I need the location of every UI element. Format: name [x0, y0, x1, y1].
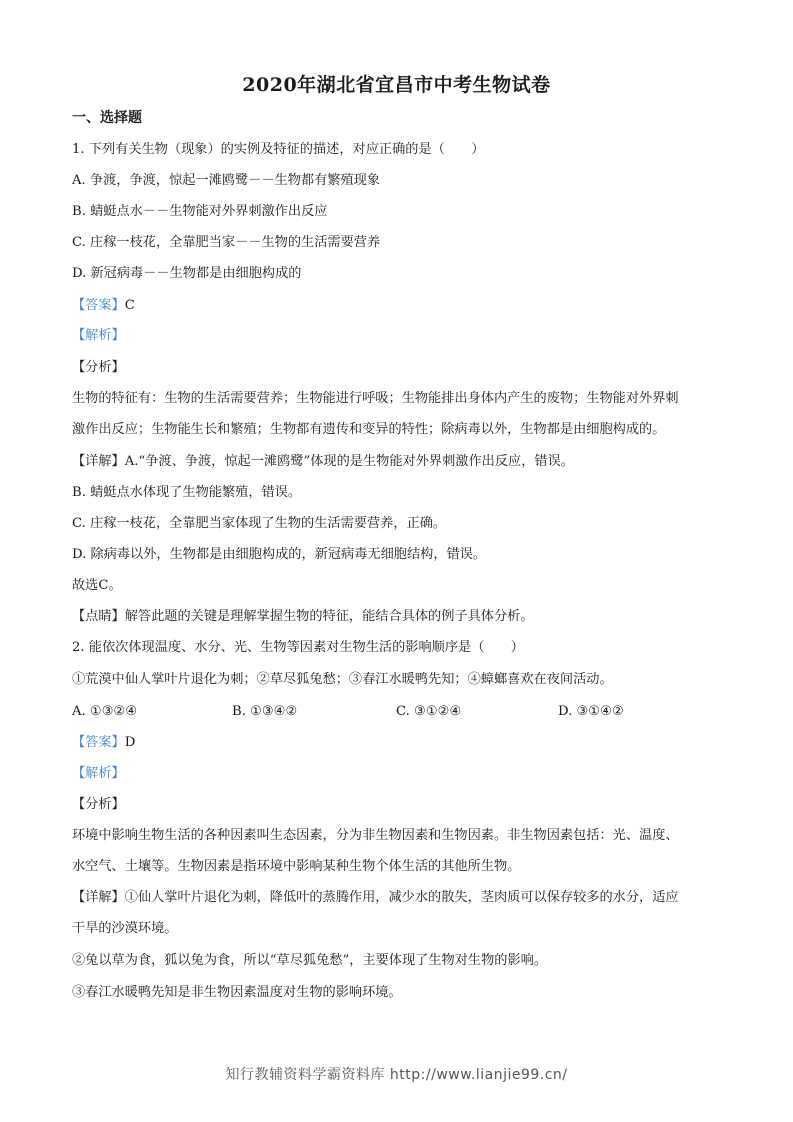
- q1-jiexi-tag: 【解析】: [72, 328, 125, 343]
- q2-option-c: C. ③①②④: [396, 704, 462, 719]
- q2-answer: [72, 735, 732, 751]
- q1-detail-line-2: B. 蜻蜓点水体现了生物能繁殖，错误。: [72, 485, 302, 500]
- q2-jiexi-tag: 【解析】: [72, 766, 125, 781]
- q2-detail-line-4: ③春江水暖鸭先知是非生物因素温度对生物的影响环境。: [72, 985, 402, 1000]
- q1-detail-line-4: D. 除病毒以外，生物都是由细胞构成的，新冠病毒无细胞结构，错误。: [72, 547, 487, 562]
- q1-option-b: B. 蜻蜓点水－－生物能对外界刺激作出反应: [72, 204, 328, 219]
- q2-detail-line-2: 干旱的沙漠环境。: [72, 921, 178, 936]
- answer-tag: 【答案】: [72, 735, 125, 750]
- q2-fenxi-line-1: 环境中影响生物生活的各种因素叫生态因素，分为非生物因素和生物因素。非生物因素包括：光、温度、: [72, 828, 679, 843]
- answer-value: D: [124, 735, 136, 750]
- q1-option-d: D. 新冠病毒－－生物都是由细胞构成的: [72, 266, 302, 281]
- q1-option-a: A. 争渡，争渡，惊起一滩鸥鹭－－生物都有繁殖现象: [72, 173, 381, 188]
- q2-option-d: D. ③①④②: [558, 704, 624, 719]
- q1-detail-line-3: C. 庄稼一枝花，全靠肥当家体现了生物的生活需要营养，正确。: [72, 516, 447, 531]
- q1-conclusion: 故选C。: [72, 578, 122, 593]
- q2-items: ①荒漠中仙人掌叶片退化为刺；②草尽狐兔愁；③春江水暖鸭先知；④蟑螂喜欢在夜间活动。: [72, 672, 613, 687]
- answer-tag: 【答案】: [72, 298, 125, 313]
- q1-stem: 1. 下列有关生物（现象）的实例及特征的描述，对应正确的是（ ）: [72, 142, 485, 157]
- q1-fenxi-tag: 【分析】: [72, 360, 125, 375]
- q2-fenxi-line-2: 水空气、土壤等。生物因素是指环境中影响某种生物个体生活的其他所生物。: [72, 859, 521, 874]
- q1-option-c: C. 庄稼一枝花，全靠肥当家－－生物的生活需要营养: [72, 235, 381, 250]
- q1-tip: 【点睛】解答此题的关键是理解掌握生物的特征，能结合具体的例子具体分析。: [72, 609, 534, 624]
- footer-watermark: 知行教辅资料学霸资料库 http://www.lianjie99.cn/: [225, 1067, 568, 1083]
- q2-fenxi-tag: 【分析】: [72, 797, 125, 812]
- q1-detail-line-1: 【详解】A.“争渡、争渡，惊起一滩鸥鹭”体现的是生物能对外界刺激作出反应，错误。: [72, 454, 574, 469]
- q2-detail-line-1: 【详解】①仙人掌叶片退化为刺，降低叶的蒸腾作用，减少水的散失，茎肉质可以保存较多的水分，适应: [72, 890, 679, 905]
- q2-stem: 2. 能依次体现温度、水分、光、生物等因素对生物生活的影响顺序是（ ）: [72, 640, 524, 655]
- q2-option-a: A. ①③②④: [72, 704, 138, 719]
- q1-answer: [72, 298, 732, 314]
- page-title: 2020年湖北省宜昌市中考生物试卷: [242, 74, 551, 96]
- q1-fenxi-line-1: 生物的特征有：生物的生活需要营养；生物能进行呼吸；生物能排出身体内产生的废物；生物能对外界刺: [72, 391, 679, 406]
- q1-fenxi-line-2: 激作出反应；生物能生长和繁殖；生物都有遗传和变异的特性；除病毒以外，生物都是由细胞构成的。: [72, 422, 666, 437]
- section-heading: 一、选择题: [72, 110, 142, 126]
- q2-detail-line-3: ②兔以草为食，狐以兔为食，所以“草尽狐兔愁”，主要体现了生物对生物的影响。: [72, 953, 548, 968]
- answer-value: C: [124, 298, 135, 313]
- q2-option-b: B. ①③④②: [232, 704, 298, 719]
